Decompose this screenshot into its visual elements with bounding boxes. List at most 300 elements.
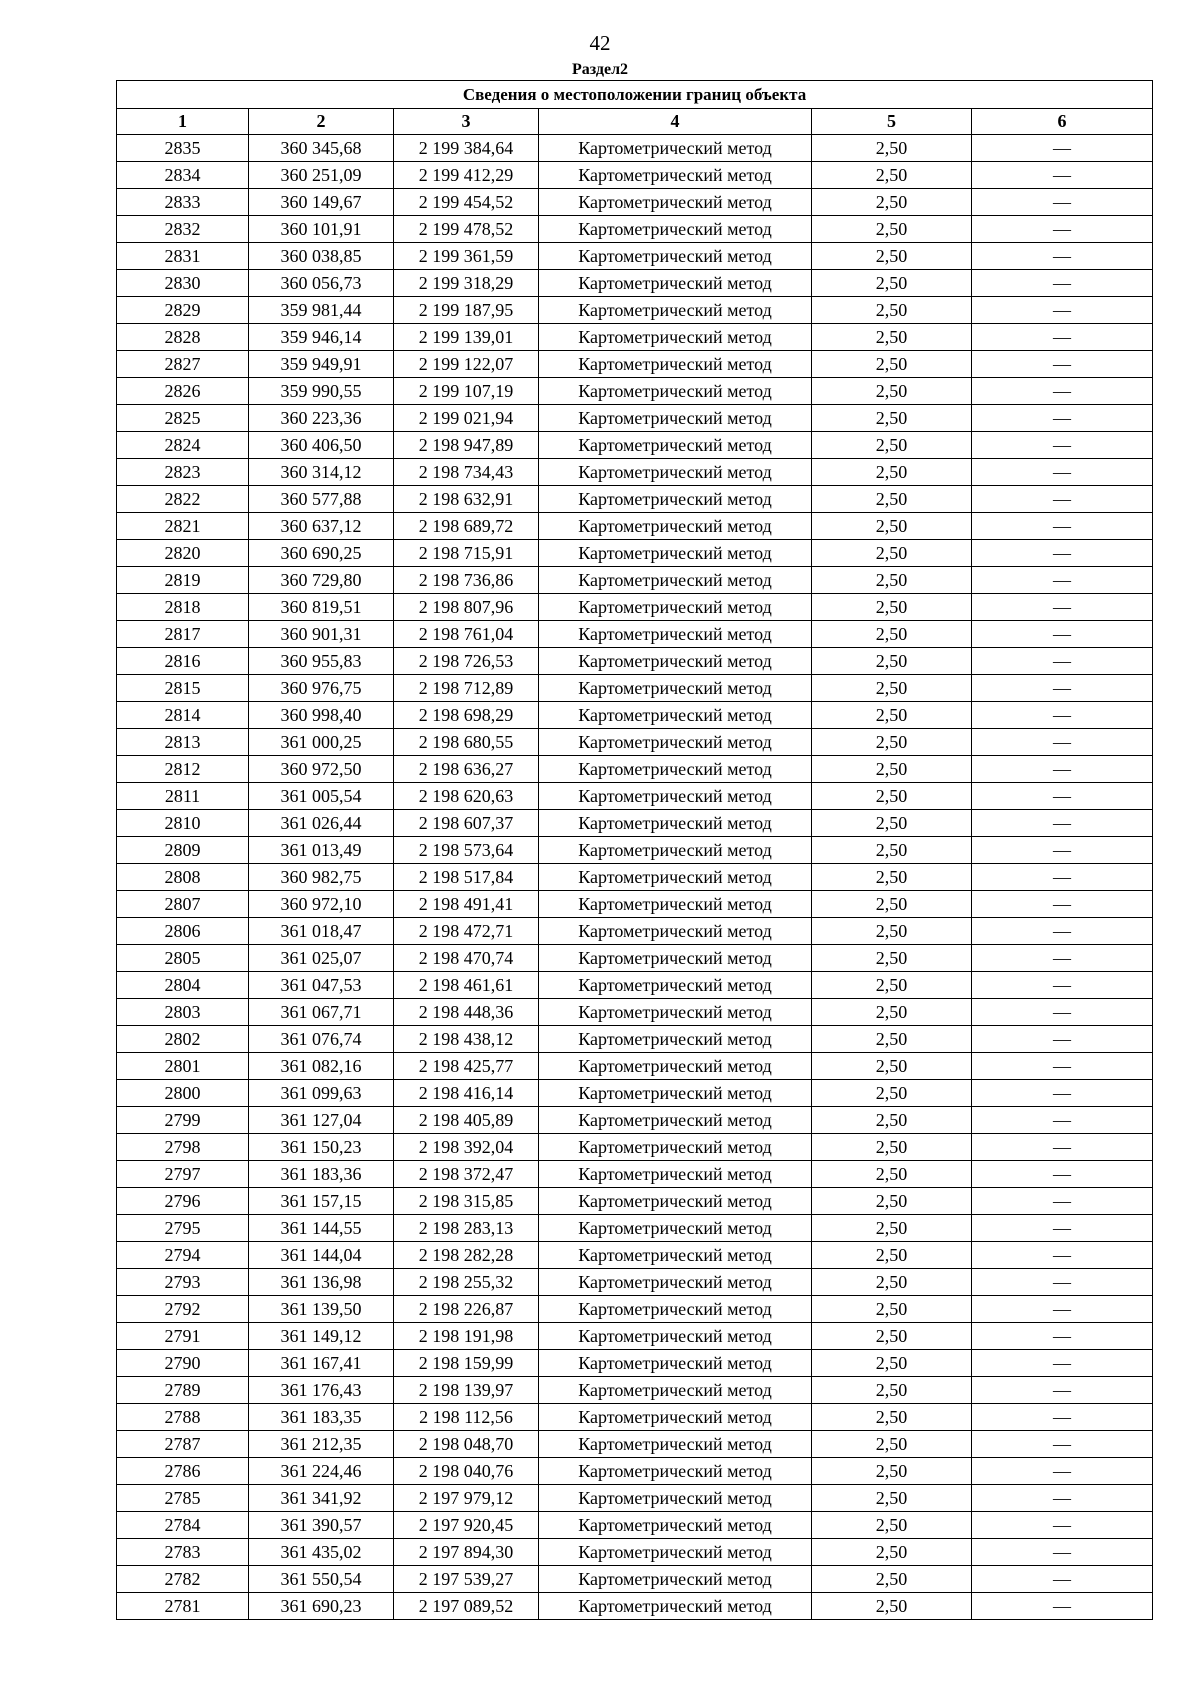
- table-row: [117, 783, 1153, 810]
- y-coordinate-cell: 2 198 438,12: [394, 1026, 539, 1053]
- x-coordinate-cell: 361 026,44: [249, 810, 394, 837]
- accuracy-cell: 2,50: [812, 1593, 972, 1620]
- point-number-cell: 2821: [117, 513, 249, 540]
- table-row: [117, 972, 1153, 999]
- accuracy-cell: 2,50: [812, 567, 972, 594]
- y-coordinate-cell: 2 198 632,91: [394, 486, 539, 513]
- table-row: [117, 1215, 1153, 1242]
- method-cell: Картометрический метод: [539, 135, 812, 162]
- point-number-cell: 2822: [117, 486, 249, 513]
- point-number-cell: 2794: [117, 1242, 249, 1269]
- column-header: 3: [394, 109, 539, 135]
- method-cell: Картометрический метод: [539, 216, 812, 243]
- method-cell: Картометрический метод: [539, 1404, 812, 1431]
- note-cell: —: [972, 351, 1153, 378]
- column-header: 1: [117, 109, 249, 135]
- y-coordinate-cell: 2 199 139,01: [394, 324, 539, 351]
- method-cell: Картометрический метод: [539, 1593, 812, 1620]
- method-cell: Картометрический метод: [539, 1107, 812, 1134]
- point-number-cell: 2801: [117, 1053, 249, 1080]
- note-cell: —: [972, 621, 1153, 648]
- point-number-cell: 2805: [117, 945, 249, 972]
- accuracy-cell: 2,50: [812, 432, 972, 459]
- method-cell: Картометрический метод: [539, 945, 812, 972]
- note-cell: —: [972, 675, 1153, 702]
- table-row: [117, 675, 1153, 702]
- x-coordinate-cell: 361 013,49: [249, 837, 394, 864]
- method-cell: Картометрический метод: [539, 1431, 812, 1458]
- accuracy-cell: 2,50: [812, 1161, 972, 1188]
- method-cell: Картометрический метод: [539, 378, 812, 405]
- method-cell: Картометрический метод: [539, 1269, 812, 1296]
- method-cell: Картометрический метод: [539, 1539, 812, 1566]
- y-coordinate-cell: 2 198 425,77: [394, 1053, 539, 1080]
- method-cell: Картометрический метод: [539, 675, 812, 702]
- table-title: Сведения о местоположении границ объекта: [117, 81, 1153, 109]
- table-row: [117, 324, 1153, 351]
- method-cell: Картометрический метод: [539, 1053, 812, 1080]
- point-number-cell: 2835: [117, 135, 249, 162]
- point-number-cell: 2806: [117, 918, 249, 945]
- table-row: [117, 1134, 1153, 1161]
- note-cell: —: [972, 459, 1153, 486]
- column-header: 4: [539, 109, 812, 135]
- accuracy-cell: 2,50: [812, 1026, 972, 1053]
- table-row: [117, 135, 1153, 162]
- y-coordinate-cell: 2 198 491,41: [394, 891, 539, 918]
- x-coordinate-cell: 361 047,53: [249, 972, 394, 999]
- note-cell: —: [972, 945, 1153, 972]
- point-number-cell: 2787: [117, 1431, 249, 1458]
- point-number-cell: 2789: [117, 1377, 249, 1404]
- note-cell: —: [972, 297, 1153, 324]
- x-coordinate-cell: 361 099,63: [249, 1080, 394, 1107]
- method-cell: Картометрический метод: [539, 486, 812, 513]
- accuracy-cell: 2,50: [812, 1404, 972, 1431]
- table-row: [117, 594, 1153, 621]
- y-coordinate-cell: 2 197 089,52: [394, 1593, 539, 1620]
- x-coordinate-cell: 359 949,91: [249, 351, 394, 378]
- table-row: [117, 918, 1153, 945]
- table-row: [117, 1080, 1153, 1107]
- x-coordinate-cell: 360 056,73: [249, 270, 394, 297]
- point-number-cell: 2811: [117, 783, 249, 810]
- x-coordinate-cell: 361 435,02: [249, 1539, 394, 1566]
- point-number-cell: 2810: [117, 810, 249, 837]
- accuracy-cell: 2,50: [812, 972, 972, 999]
- column-header: 6: [972, 109, 1153, 135]
- accuracy-cell: 2,50: [812, 486, 972, 513]
- table-body: [117, 135, 1153, 1620]
- point-number-cell: 2817: [117, 621, 249, 648]
- note-cell: —: [972, 1053, 1153, 1080]
- point-number-cell: 2819: [117, 567, 249, 594]
- accuracy-cell: 2,50: [812, 405, 972, 432]
- note-cell: —: [972, 567, 1153, 594]
- x-coordinate-cell: 361 176,43: [249, 1377, 394, 1404]
- table-row: [117, 1107, 1153, 1134]
- table-row: [117, 1323, 1153, 1350]
- y-coordinate-cell: 2 198 372,47: [394, 1161, 539, 1188]
- y-coordinate-cell: 2 199 318,29: [394, 270, 539, 297]
- method-cell: Картометрический метод: [539, 1350, 812, 1377]
- point-number-cell: 2797: [117, 1161, 249, 1188]
- table-row: [117, 486, 1153, 513]
- point-number-cell: 2791: [117, 1323, 249, 1350]
- table-row: [117, 162, 1153, 189]
- y-coordinate-cell: 2 198 712,89: [394, 675, 539, 702]
- point-number-cell: 2824: [117, 432, 249, 459]
- x-coordinate-cell: 360 982,75: [249, 864, 394, 891]
- x-coordinate-cell: 361 144,04: [249, 1242, 394, 1269]
- note-cell: —: [972, 1296, 1153, 1323]
- accuracy-cell: 2,50: [812, 243, 972, 270]
- note-cell: —: [972, 162, 1153, 189]
- accuracy-cell: 2,50: [812, 1458, 972, 1485]
- note-cell: —: [972, 1026, 1153, 1053]
- point-number-cell: 2828: [117, 324, 249, 351]
- table-row: [117, 297, 1153, 324]
- table-row: [117, 1053, 1153, 1080]
- method-cell: Картометрический метод: [539, 648, 812, 675]
- accuracy-cell: 2,50: [812, 594, 972, 621]
- y-coordinate-cell: 2 197 539,27: [394, 1566, 539, 1593]
- point-number-cell: 2795: [117, 1215, 249, 1242]
- y-coordinate-cell: 2 198 636,27: [394, 756, 539, 783]
- point-number-cell: 2781: [117, 1593, 249, 1620]
- table-row: [117, 1539, 1153, 1566]
- table-row: [117, 1296, 1153, 1323]
- x-coordinate-cell: 360 972,50: [249, 756, 394, 783]
- table-row: [117, 702, 1153, 729]
- x-coordinate-cell: 360 038,85: [249, 243, 394, 270]
- table-row: [117, 999, 1153, 1026]
- table-row: [117, 1161, 1153, 1188]
- table-row: [117, 810, 1153, 837]
- x-coordinate-cell: 360 314,12: [249, 459, 394, 486]
- x-coordinate-cell: 361 005,54: [249, 783, 394, 810]
- note-cell: —: [972, 837, 1153, 864]
- note-cell: —: [972, 243, 1153, 270]
- y-coordinate-cell: 2 199 107,19: [394, 378, 539, 405]
- table-row: [117, 1566, 1153, 1593]
- method-cell: Картометрический метод: [539, 837, 812, 864]
- note-cell: —: [972, 1485, 1153, 1512]
- accuracy-cell: 2,50: [812, 891, 972, 918]
- x-coordinate-cell: 361 341,92: [249, 1485, 394, 1512]
- y-coordinate-cell: 2 198 416,14: [394, 1080, 539, 1107]
- note-cell: —: [972, 891, 1153, 918]
- accuracy-cell: 2,50: [812, 837, 972, 864]
- accuracy-cell: 2,50: [812, 351, 972, 378]
- note-cell: —: [972, 1350, 1153, 1377]
- y-coordinate-cell: 2 198 680,55: [394, 729, 539, 756]
- y-coordinate-cell: 2 198 620,63: [394, 783, 539, 810]
- x-coordinate-cell: 360 998,40: [249, 702, 394, 729]
- point-number-cell: 2813: [117, 729, 249, 756]
- column-header: 2: [249, 109, 394, 135]
- method-cell: Картометрический метод: [539, 189, 812, 216]
- x-coordinate-cell: 360 406,50: [249, 432, 394, 459]
- method-cell: Картометрический метод: [539, 918, 812, 945]
- y-coordinate-cell: 2 198 947,89: [394, 432, 539, 459]
- y-coordinate-cell: 2 198 698,29: [394, 702, 539, 729]
- y-coordinate-cell: 2 198 607,37: [394, 810, 539, 837]
- point-number-cell: 2785: [117, 1485, 249, 1512]
- y-coordinate-cell: 2 198 405,89: [394, 1107, 539, 1134]
- note-cell: —: [972, 513, 1153, 540]
- note-cell: —: [972, 1188, 1153, 1215]
- table-row: [117, 1458, 1153, 1485]
- accuracy-cell: 2,50: [812, 1134, 972, 1161]
- note-cell: —: [972, 1566, 1153, 1593]
- y-coordinate-cell: 2 198 282,28: [394, 1242, 539, 1269]
- note-cell: —: [972, 540, 1153, 567]
- point-number-cell: 2816: [117, 648, 249, 675]
- point-number-cell: 2820: [117, 540, 249, 567]
- x-coordinate-cell: 359 990,55: [249, 378, 394, 405]
- y-coordinate-cell: 2 199 478,52: [394, 216, 539, 243]
- note-cell: —: [972, 999, 1153, 1026]
- table-row: [117, 351, 1153, 378]
- method-cell: Картометрический метод: [539, 351, 812, 378]
- method-cell: Картометрический метод: [539, 1323, 812, 1350]
- point-number-cell: 2786: [117, 1458, 249, 1485]
- method-cell: Картометрический метод: [539, 1377, 812, 1404]
- table-row: [117, 513, 1153, 540]
- point-number-cell: 2823: [117, 459, 249, 486]
- method-cell: Картометрический метод: [539, 432, 812, 459]
- x-coordinate-cell: 360 251,09: [249, 162, 394, 189]
- accuracy-cell: 2,50: [812, 945, 972, 972]
- y-coordinate-cell: 2 198 191,98: [394, 1323, 539, 1350]
- note-cell: —: [972, 1242, 1153, 1269]
- section-label: Раздел2: [571, 61, 629, 78]
- table-row: [117, 378, 1153, 405]
- x-coordinate-cell: 361 082,16: [249, 1053, 394, 1080]
- method-cell: Картометрический метод: [539, 243, 812, 270]
- y-coordinate-cell: 2 199 187,95: [394, 297, 539, 324]
- accuracy-cell: 2,50: [812, 1269, 972, 1296]
- accuracy-cell: 2,50: [812, 783, 972, 810]
- method-cell: Картометрический метод: [539, 1161, 812, 1188]
- x-coordinate-cell: 360 901,31: [249, 621, 394, 648]
- point-number-cell: 2814: [117, 702, 249, 729]
- x-coordinate-cell: 361 550,54: [249, 1566, 394, 1593]
- point-number-cell: 2804: [117, 972, 249, 999]
- point-number-cell: 2790: [117, 1350, 249, 1377]
- note-cell: —: [972, 918, 1153, 945]
- accuracy-cell: 2,50: [812, 216, 972, 243]
- table-row: [117, 567, 1153, 594]
- note-cell: —: [972, 1458, 1153, 1485]
- x-coordinate-cell: 359 946,14: [249, 324, 394, 351]
- x-coordinate-cell: 361 212,35: [249, 1431, 394, 1458]
- accuracy-cell: 2,50: [812, 1107, 972, 1134]
- note-cell: —: [972, 135, 1153, 162]
- point-number-cell: 2807: [117, 891, 249, 918]
- method-cell: Картометрический метод: [539, 864, 812, 891]
- x-coordinate-cell: 361 127,04: [249, 1107, 394, 1134]
- point-number-cell: 2792: [117, 1296, 249, 1323]
- point-number-cell: 2831: [117, 243, 249, 270]
- accuracy-cell: 2,50: [812, 1188, 972, 1215]
- x-coordinate-cell: 361 000,25: [249, 729, 394, 756]
- table-row: [117, 648, 1153, 675]
- table-row: [117, 1512, 1153, 1539]
- y-coordinate-cell: 2 198 761,04: [394, 621, 539, 648]
- note-cell: —: [972, 972, 1153, 999]
- x-coordinate-cell: 361 067,71: [249, 999, 394, 1026]
- point-number-cell: 2782: [117, 1566, 249, 1593]
- table-row: [117, 891, 1153, 918]
- note-cell: —: [972, 189, 1153, 216]
- table-row: [117, 837, 1153, 864]
- x-coordinate-cell: 360 223,36: [249, 405, 394, 432]
- method-cell: Картометрический метод: [539, 540, 812, 567]
- method-cell: Картометрический метод: [539, 162, 812, 189]
- method-cell: Картометрический метод: [539, 405, 812, 432]
- x-coordinate-cell: 361 025,07: [249, 945, 394, 972]
- point-number-cell: 2803: [117, 999, 249, 1026]
- y-coordinate-cell: 2 198 470,74: [394, 945, 539, 972]
- y-coordinate-cell: 2 198 736,86: [394, 567, 539, 594]
- note-cell: —: [972, 594, 1153, 621]
- table-row: [117, 1404, 1153, 1431]
- point-number-cell: 2800: [117, 1080, 249, 1107]
- note-cell: —: [972, 1215, 1153, 1242]
- accuracy-cell: 2,50: [812, 1242, 972, 1269]
- method-cell: Картометрический метод: [539, 459, 812, 486]
- table-row: [117, 1269, 1153, 1296]
- table-row: [117, 432, 1153, 459]
- x-coordinate-cell: 360 101,91: [249, 216, 394, 243]
- note-cell: —: [972, 270, 1153, 297]
- table-row: [117, 405, 1153, 432]
- x-coordinate-cell: 359 981,44: [249, 297, 394, 324]
- note-cell: —: [972, 756, 1153, 783]
- table-row: [117, 1242, 1153, 1269]
- table-row: [117, 1485, 1153, 1512]
- x-coordinate-cell: 361 167,41: [249, 1350, 394, 1377]
- point-number-cell: 2799: [117, 1107, 249, 1134]
- y-coordinate-cell: 2 198 040,76: [394, 1458, 539, 1485]
- column-header: 5: [812, 109, 972, 135]
- note-cell: —: [972, 702, 1153, 729]
- y-coordinate-cell: 2 198 392,04: [394, 1134, 539, 1161]
- table-row: [117, 1188, 1153, 1215]
- point-number-cell: 2827: [117, 351, 249, 378]
- table-row: [117, 189, 1153, 216]
- method-cell: Картометрический метод: [539, 999, 812, 1026]
- note-cell: —: [972, 1134, 1153, 1161]
- table-row: [117, 621, 1153, 648]
- y-coordinate-cell: 2 197 894,30: [394, 1539, 539, 1566]
- note-cell: —: [972, 1269, 1153, 1296]
- x-coordinate-cell: 361 018,47: [249, 918, 394, 945]
- y-coordinate-cell: 2 199 412,29: [394, 162, 539, 189]
- x-coordinate-cell: 360 345,68: [249, 135, 394, 162]
- point-number-cell: 2826: [117, 378, 249, 405]
- accuracy-cell: 2,50: [812, 1377, 972, 1404]
- note-cell: —: [972, 486, 1153, 513]
- x-coordinate-cell: 361 224,46: [249, 1458, 394, 1485]
- note-cell: —: [972, 1107, 1153, 1134]
- x-coordinate-cell: 361 136,98: [249, 1269, 394, 1296]
- note-cell: —: [972, 1539, 1153, 1566]
- y-coordinate-cell: 2 198 139,97: [394, 1377, 539, 1404]
- method-cell: Картометрический метод: [539, 1215, 812, 1242]
- accuracy-cell: 2,50: [812, 1080, 972, 1107]
- point-number-cell: 2830: [117, 270, 249, 297]
- accuracy-cell: 2,50: [812, 513, 972, 540]
- accuracy-cell: 2,50: [812, 810, 972, 837]
- y-coordinate-cell: 2 198 461,61: [394, 972, 539, 999]
- y-coordinate-cell: 2 199 361,59: [394, 243, 539, 270]
- method-cell: Картометрический метод: [539, 513, 812, 540]
- method-cell: Картометрический метод: [539, 972, 812, 999]
- method-cell: Картометрический метод: [539, 1458, 812, 1485]
- y-coordinate-cell: 2 199 384,64: [394, 135, 539, 162]
- boundary-coordinates-table: [116, 80, 1153, 1620]
- method-cell: Картометрический метод: [539, 1512, 812, 1539]
- method-cell: Картометрический метод: [539, 324, 812, 351]
- x-coordinate-cell: 361 149,12: [249, 1323, 394, 1350]
- accuracy-cell: 2,50: [812, 540, 972, 567]
- accuracy-cell: 2,50: [812, 675, 972, 702]
- y-coordinate-cell: 2 198 283,13: [394, 1215, 539, 1242]
- point-number-cell: 2796: [117, 1188, 249, 1215]
- table-row: [117, 756, 1153, 783]
- x-coordinate-cell: 361 183,35: [249, 1404, 394, 1431]
- x-coordinate-cell: 360 690,25: [249, 540, 394, 567]
- note-cell: —: [972, 729, 1153, 756]
- point-number-cell: 2798: [117, 1134, 249, 1161]
- y-coordinate-cell: 2 197 979,12: [394, 1485, 539, 1512]
- point-number-cell: 2812: [117, 756, 249, 783]
- method-cell: Картометрический метод: [539, 1485, 812, 1512]
- y-coordinate-cell: 2 198 517,84: [394, 864, 539, 891]
- table-row: [117, 1431, 1153, 1458]
- note-cell: —: [972, 432, 1153, 459]
- x-coordinate-cell: 361 390,57: [249, 1512, 394, 1539]
- point-number-cell: 2825: [117, 405, 249, 432]
- table-row: [117, 729, 1153, 756]
- method-cell: Картометрический метод: [539, 1242, 812, 1269]
- x-coordinate-cell: 360 819,51: [249, 594, 394, 621]
- method-cell: Картометрический метод: [539, 297, 812, 324]
- y-coordinate-cell: 2 199 454,52: [394, 189, 539, 216]
- point-number-cell: 2833: [117, 189, 249, 216]
- x-coordinate-cell: 360 637,12: [249, 513, 394, 540]
- y-coordinate-cell: 2 198 255,32: [394, 1269, 539, 1296]
- point-number-cell: 2802: [117, 1026, 249, 1053]
- y-coordinate-cell: 2 199 122,07: [394, 351, 539, 378]
- y-coordinate-cell: 2 198 689,72: [394, 513, 539, 540]
- accuracy-cell: 2,50: [812, 1215, 972, 1242]
- y-coordinate-cell: 2 198 048,70: [394, 1431, 539, 1458]
- point-number-cell: 2784: [117, 1512, 249, 1539]
- x-coordinate-cell: 361 144,55: [249, 1215, 394, 1242]
- point-number-cell: 2829: [117, 297, 249, 324]
- accuracy-cell: 2,50: [812, 1350, 972, 1377]
- y-coordinate-cell: 2 198 448,36: [394, 999, 539, 1026]
- accuracy-cell: 2,50: [812, 756, 972, 783]
- accuracy-cell: 2,50: [812, 864, 972, 891]
- method-cell: Картометрический метод: [539, 1188, 812, 1215]
- table-row: [117, 216, 1153, 243]
- accuracy-cell: 2,50: [812, 324, 972, 351]
